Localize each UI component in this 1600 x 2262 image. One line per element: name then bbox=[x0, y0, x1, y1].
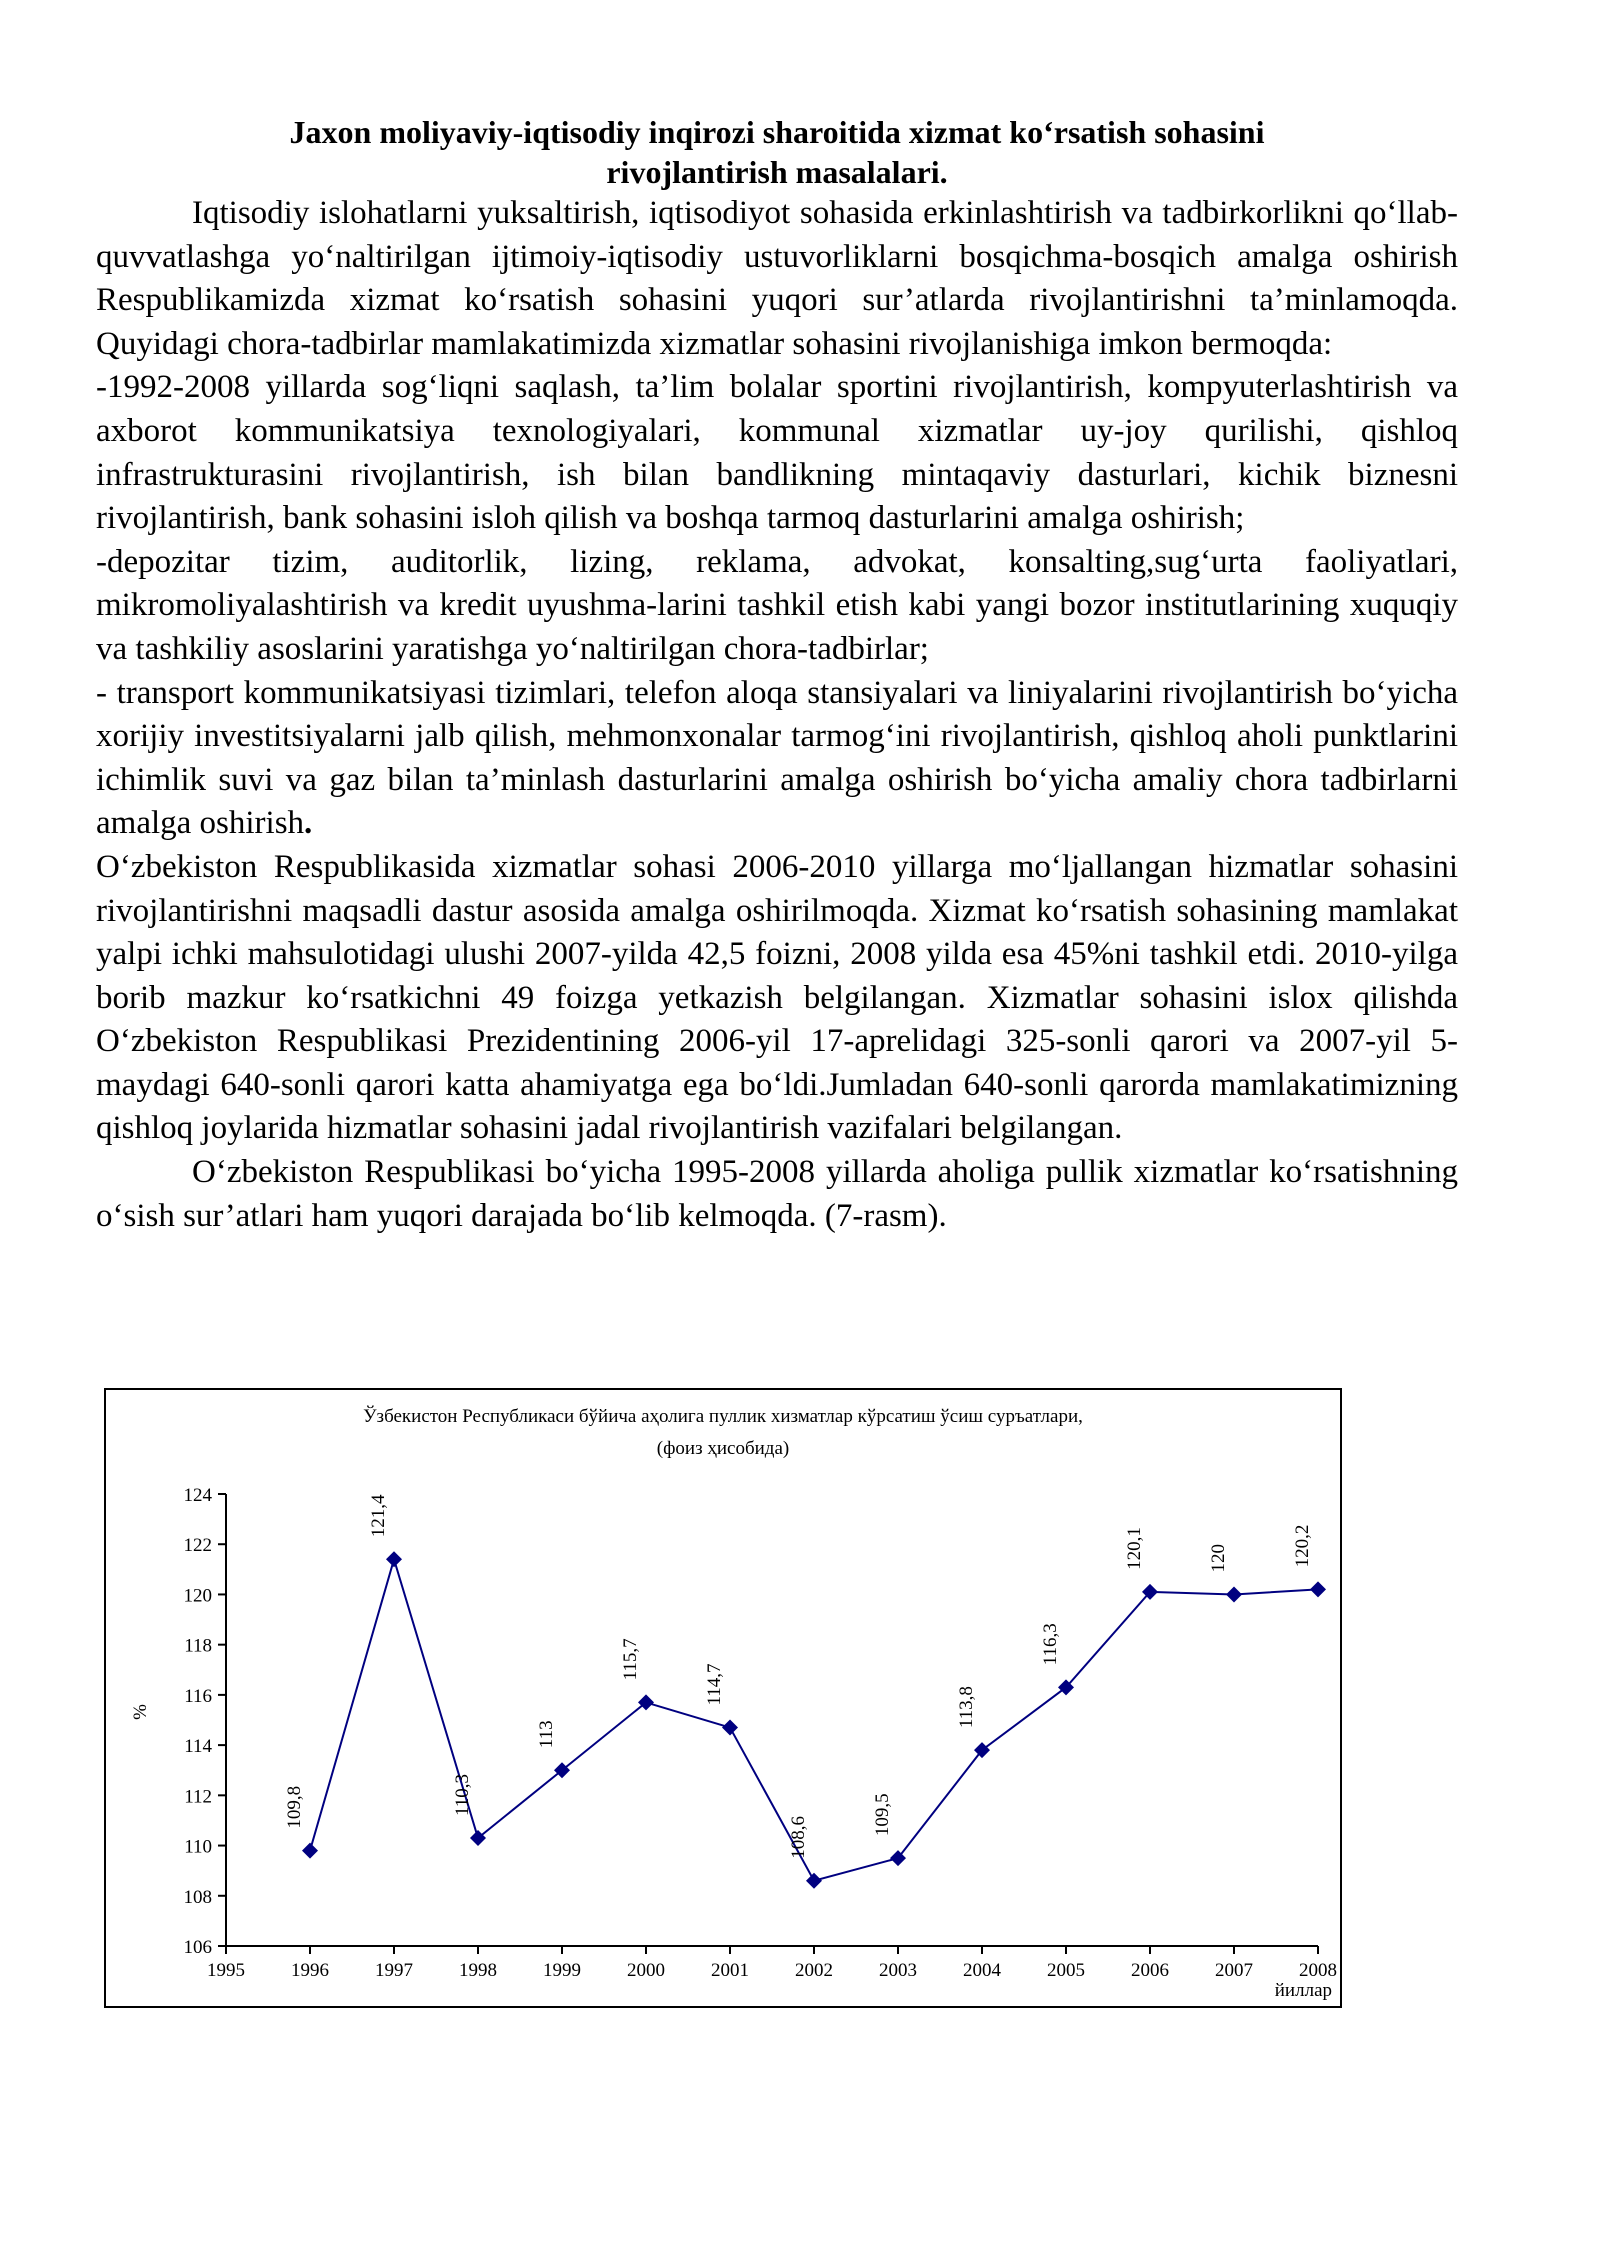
x-tick-label: 2005 bbox=[1047, 1960, 1085, 1981]
data-point-marker bbox=[1226, 1586, 1242, 1602]
data-label: 120,2 bbox=[1292, 1524, 1313, 1568]
data-label: 113 bbox=[536, 1720, 557, 1749]
data-point-marker bbox=[1310, 1581, 1326, 1597]
data-label: 109,5 bbox=[872, 1793, 893, 1837]
series-line bbox=[310, 1559, 1318, 1880]
data-label: 114,7 bbox=[704, 1663, 725, 1706]
x-tick-label: 2007 bbox=[1215, 1960, 1253, 1981]
data-label: 121,4 bbox=[368, 1494, 389, 1538]
y-tick-label: 108 bbox=[183, 1886, 212, 1908]
chart-subtitle: (фоиз ҳисобида) bbox=[656, 1438, 790, 1459]
data-label: 120 bbox=[1208, 1543, 1229, 1573]
y-tick-label: 122 bbox=[183, 1535, 212, 1557]
paragraph-2: -1992-2008 yillarda sog‘liqni saqlash, ta’lim bolalar sportini rivojlantirish, kompyuterlashtirish va axborot kommunikatsiya texnologiyalari, kommunal xizmatlar uy-joy qurilishi, qishloq infrastrukturasini rivojlantirish, ish bilan bandlikning mintaqaviy dasturlari, kichik biznesni rivojlantirish, bank sohasini isloh qilish va boshqa tarmoq dasturlarini amalga oshirish; bbox=[96, 369, 1458, 537]
y-tick-label: 120 bbox=[183, 1585, 212, 1607]
x-tick-label: 1998 bbox=[459, 1960, 497, 1981]
data-label: 113,8 bbox=[956, 1686, 977, 1729]
x-tick-label: 1996 bbox=[291, 1960, 329, 1981]
data-label: 116,3 bbox=[1040, 1623, 1061, 1666]
x-tick-label: 2003 bbox=[879, 1960, 917, 1981]
paragraph-5: O‘zbekiston Respublikasida xizmatlar sohasi 2006-2010 yillarga mo‘ljallangan hizmatlar sohasini rivojlantirishni maqsadli dastur asosida amalga oshirilmoqda. Xizmat ko‘rsatish sohasining mamlakat yalpi ichki mahsulotidagi ulushi 2007-yilda 42,5 foizni, 2008 yilda esa 45%ni tashkil etdi. 2010-yilga borib mazkur ko‘rsatkichni 49 foizga yetkazish belgilangan. Xizmatlar sohasini islox qilishda O‘zbekiston Respublikasi Prezidentining 2006-yil 17-aprelidagi 325-sonli qarori va 2007-yil 5-maydagi 640-sonli qarori katta ahamiyatga ega bo‘ldi.Jumladan 640-sonli qarorda mamlakatimizning qishloq joylarida hizmatlar sohasini jadal rivojlantirish vazifalari belgilangan. bbox=[96, 848, 1458, 1147]
data-label: 120,1 bbox=[1124, 1527, 1145, 1570]
x-tick-label: 2000 bbox=[627, 1960, 665, 1981]
x-tick-label: 2004 bbox=[963, 1960, 1001, 1981]
paragraph-3: -depozitar tizim, auditorlik, lizing, reklama, advokat, konsalting,sug‘urta faoliyatlari, mikromoliyalashtirish va kredit uyushma-larini tashkil etish kabi yangi bozor institutlarining xuquqiy va tashkiliy asoslarini yaratishga yo‘naltirilgan chora-tadbirlar; bbox=[96, 543, 1458, 667]
x-tick-label: 1995 bbox=[207, 1960, 245, 1981]
y-tick-label: 106 bbox=[183, 1937, 212, 1958]
data-label: 108,6 bbox=[788, 1815, 809, 1859]
y-axis-label: % bbox=[130, 1704, 151, 1720]
x-tick-label: 2008 bbox=[1299, 1960, 1337, 1981]
x-tick-label: 2006 bbox=[1131, 1960, 1169, 1981]
data-label: 109,8 bbox=[284, 1785, 305, 1829]
title-line-1: Jaxon moliyaviy-iqtisodiy inqirozi sharoitida xizmat ko‘rsatish sohasini bbox=[289, 114, 1265, 150]
x-tick-label: 2002 bbox=[795, 1960, 833, 1981]
data-label: 115,7 bbox=[620, 1638, 641, 1681]
data-point-marker bbox=[386, 1551, 402, 1567]
y-tick-label: 118 bbox=[184, 1635, 212, 1657]
y-tick-label: 114 bbox=[184, 1736, 212, 1758]
y-tick-label: 124 bbox=[183, 1485, 212, 1506]
chart-figure bbox=[104, 1388, 1342, 2008]
y-tick-label: 110 bbox=[184, 1836, 212, 1858]
chart-title: Ўзбекистон Республикаси бўйича аҳолига пуллик хизматлар кўрсатиш ўсиш суръатлари, bbox=[363, 1406, 1083, 1427]
x-tick-label: 1997 bbox=[375, 1960, 413, 1981]
data-point-marker bbox=[806, 1873, 822, 1889]
document-page bbox=[96, 112, 1458, 1238]
data-label: 110,3 bbox=[452, 1773, 473, 1817]
data-point-marker bbox=[722, 1720, 738, 1736]
x-tick-label: 2001 bbox=[711, 1960, 749, 1981]
chart-series bbox=[284, 1494, 1326, 1889]
title-line-2: rivojlantirish masalalari. bbox=[606, 154, 948, 190]
x-axis-label: йиллар bbox=[1274, 1980, 1332, 2001]
paragraph-6: O‘zbekiston Respublikasi bo‘yicha 1995-2008 yillarda aholiga pullik xizmatlar ko‘rsatishning o‘sish sur’atlari ham yuqori darajada bo‘lib kelmoqda. (7-rasm). bbox=[96, 1154, 1458, 1234]
paragraph-4 bbox=[96, 672, 1458, 846]
paragraph-4-text: - transport kommunikatsiyasi tizimlari, telefon aloqa stansiyalari va liniyalarini rivojlantirish bo‘yicha xorijiy investitsiyalarni jalb qilish, mehmonxonalar tarmog‘ini rivojlantirish, qishloq aholi punktlarini ichimlik suvi va gaz bilan ta’minlash dasturlarini amalga oshirish bo‘yicha amaliy chora tadbirlarni amalga oshirish bbox=[96, 674, 1458, 842]
chart-axes bbox=[184, 1485, 1338, 1981]
line-chart bbox=[106, 1390, 1340, 2006]
y-tick-label: 116 bbox=[184, 1685, 212, 1707]
data-point-marker bbox=[302, 1843, 318, 1859]
paragraph-4-end: . bbox=[304, 805, 313, 842]
x-tick-label: 1999 bbox=[543, 1960, 581, 1981]
document-title bbox=[96, 112, 1458, 192]
y-tick-label: 112 bbox=[184, 1786, 212, 1808]
paragraph-1: Iqtisodiy islohatlarni yuksaltirish, iqtisodiyot sohasida erkinlashtirish va tadbirkorlikni qo‘llab-quvvatlashga yo‘naltirilgan ijtimoiy-iqtisodiy ustuvorliklarni bosqichma-bosqich amalga oshirish Respublikamizda xizmat ko‘rsatish sohasini yuqori sur’atlarda rivojlantirishni ta’minlamoqda. Quyidagi chora-tadbirlar mamlakatimizda xizmatlar sohasini rivojlanishiga imkon bermoqda: bbox=[96, 195, 1458, 362]
